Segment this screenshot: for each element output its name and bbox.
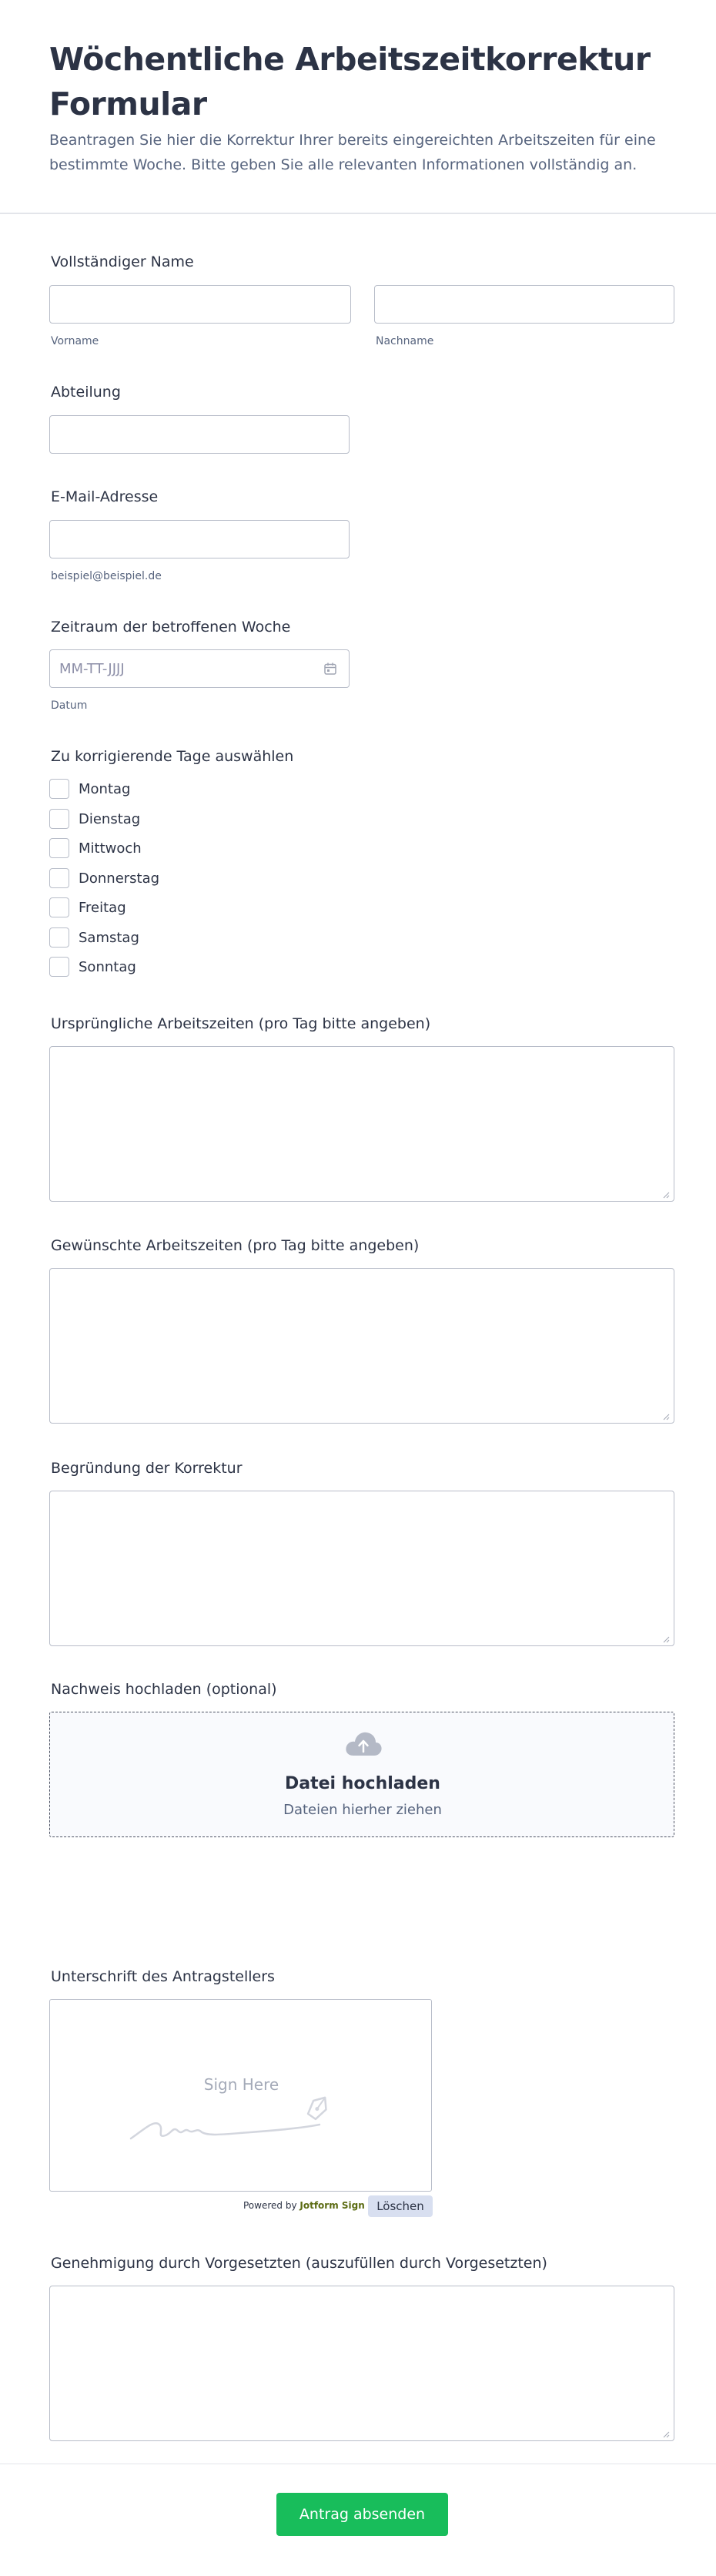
checkbox[interactable] bbox=[49, 868, 69, 888]
checkbox-option-mittwoch[interactable] bbox=[49, 837, 142, 859]
reason-label: Begründung der Korrektur bbox=[51, 1460, 243, 1477]
calendar-icon[interactable] bbox=[323, 662, 337, 676]
upload-title: Datei hochladen bbox=[285, 1774, 440, 1793]
form-title: Wöchentliche Arbeitszeitkorrektur Formular bbox=[49, 41, 651, 122]
approval-label: Genehmigung durch Vorgesetzten (auszufüllen durch Vorgesetzten) bbox=[51, 2255, 547, 2272]
checkbox[interactable] bbox=[49, 779, 69, 799]
checkbox-option-freitag[interactable] bbox=[49, 897, 126, 918]
checkbox-option-sonntag[interactable] bbox=[49, 956, 136, 978]
date-input[interactable] bbox=[49, 649, 350, 688]
last-name-sublabel: Nachname bbox=[376, 335, 434, 347]
upload-subtitle: Dateien hierher ziehen bbox=[283, 1802, 442, 1818]
upload-label: Nachweis hochladen (optional) bbox=[51, 1681, 277, 1698]
full-name-label: Vollständiger Name bbox=[51, 253, 194, 270]
checkbox-option-donnerstag[interactable] bbox=[49, 867, 159, 889]
first-name-sublabel: Vorname bbox=[51, 335, 99, 347]
cloud-upload-icon bbox=[344, 1729, 383, 1759]
form-header bbox=[0, 0, 716, 214]
original-hours-label: Ursprüngliche Arbeitszeiten (pro Tag bitte angeben) bbox=[51, 1015, 431, 1032]
signature-placeholder: Sign Here bbox=[203, 2075, 279, 2094]
days-label: Zu korrigierende Tage auswählen bbox=[51, 748, 294, 765]
original-hours-textarea[interactable] bbox=[49, 1046, 674, 1202]
reason-textarea[interactable] bbox=[49, 1491, 674, 1646]
checkbox-label: Montag bbox=[79, 780, 131, 797]
date-sublabel: Datum bbox=[51, 699, 88, 712]
checkbox-label: Dienstag bbox=[79, 810, 141, 827]
email-input[interactable] bbox=[49, 520, 350, 558]
first-name-input[interactable] bbox=[49, 285, 351, 324]
checkbox-label: Donnerstag bbox=[79, 870, 160, 887]
signature-pad[interactable] bbox=[49, 1999, 432, 2192]
department-input[interactable] bbox=[49, 415, 350, 454]
powered-by-brand: Jotform Sign bbox=[299, 2200, 365, 2211]
submit-button[interactable]: Antrag absenden bbox=[276, 2493, 448, 2536]
checkbox-label: Freitag bbox=[79, 899, 126, 916]
checkbox[interactable] bbox=[49, 838, 69, 858]
requested-hours-label: Gewünschte Arbeitszeiten (pro Tag bitte angeben) bbox=[51, 1237, 420, 1254]
checkbox-option-dienstag[interactable] bbox=[49, 808, 140, 830]
checkbox-label: Samstag bbox=[79, 929, 139, 946]
resize-grip-icon[interactable] bbox=[662, 1635, 670, 1643]
checkbox[interactable] bbox=[49, 957, 69, 977]
checkbox-option-montag[interactable] bbox=[49, 778, 130, 800]
file-upload-dropzone[interactable] bbox=[49, 1712, 674, 1837]
resize-grip-icon[interactable] bbox=[662, 2430, 670, 2438]
checkbox-option-samstag[interactable] bbox=[49, 927, 139, 948]
department-label: Abteilung bbox=[51, 384, 121, 401]
checkbox-label: Mittwoch bbox=[79, 840, 142, 857]
signature-clear-button[interactable]: Löschen bbox=[368, 2195, 433, 2217]
resize-grip-icon[interactable] bbox=[662, 1191, 670, 1199]
powered-by-prefix: Powered by bbox=[243, 2200, 297, 2211]
checkbox[interactable] bbox=[49, 897, 69, 917]
requested-hours-textarea[interactable] bbox=[49, 1268, 674, 1424]
last-name-input[interactable] bbox=[374, 285, 674, 324]
powered-by bbox=[243, 2200, 365, 2211]
email-sublabel: beispiel@beispiel.de bbox=[51, 570, 162, 582]
date-label: Zeitraum der betroffenen Woche bbox=[51, 619, 291, 636]
signature-label: Unterschrift des Antragstellers bbox=[51, 1968, 275, 1985]
form-description: Beantragen Sie hier die Korrektur Ihrer bereits eingereichten Arbeitszeiten für eine bestimmte Woche. Bitte geben Sie alle relevanten Informationen vollständig an. bbox=[49, 132, 656, 173]
checkbox[interactable] bbox=[49, 927, 69, 948]
checkbox-label: Sonntag bbox=[79, 958, 136, 975]
approval-textarea[interactable] bbox=[49, 2286, 674, 2441]
checkbox[interactable] bbox=[49, 809, 69, 829]
resize-grip-icon[interactable] bbox=[662, 1413, 670, 1420]
email-label: E-Mail-Adresse bbox=[51, 488, 159, 505]
